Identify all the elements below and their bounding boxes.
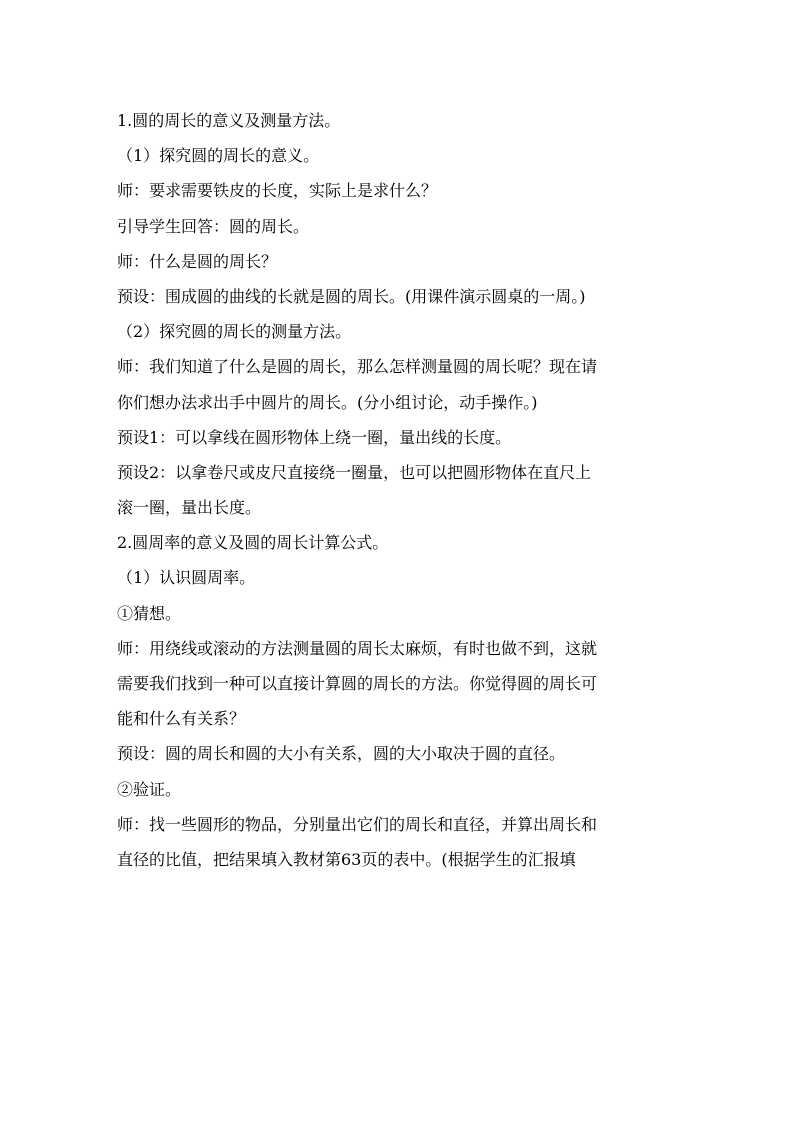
- step-heading: ①猜想。: [117, 603, 182, 623]
- paragraph-line: 预设：圆的周长和圆的大小有关系，圆的大小取决于圆的直径。: [117, 744, 566, 764]
- paragraph-line: 师：用绕线或滚动的方法测量圆的周长太麻烦，有时也做不到，这就: [117, 638, 598, 658]
- paragraph-line: 预设1：可以拿线在圆形物体上绕一圈，量出线的长度。: [117, 427, 512, 447]
- paragraph-line: 师：要求需要铁皮的长度，实际上是求什么？: [117, 181, 438, 201]
- paragraph-line: 滚一圈，量出长度。: [117, 498, 262, 518]
- paragraph-line: 师：我们知道了什么是圆的周长，那么怎样测量圆的周长呢？现在请: [117, 357, 598, 377]
- paragraph-line: 师：什么是圆的周长？: [117, 251, 278, 271]
- paragraph-line: 预设：围成圆的曲线的长就是圆的周长。(用课件演示圆桌的一周。): [117, 286, 586, 306]
- paragraph-line: 直径的比值，把结果填入教材第63页的表中。(根据学生的汇报填: [117, 849, 576, 869]
- subsection-heading-1-1: （1）探究圆的周长的意义。: [117, 146, 320, 166]
- paragraph-line: 需要我们找到一种可以直接计算圆的周长的方法。你觉得圆的周长可: [117, 674, 598, 693]
- paragraph-line: 引导学生回答：圆的周长。: [117, 216, 310, 236]
- subsection-heading-1-2: （2）探究圆的周长的测量方法。: [117, 322, 352, 342]
- paragraph-line: 能和什么有关系？: [117, 709, 246, 729]
- paragraph-line: 你们想办法求出手中圆片的周长。(分小组讨论，动手操作。): [117, 392, 538, 412]
- section-heading-1: 1.圆的周长的意义及测量方法。: [117, 111, 341, 130]
- paragraph-line: 师：找一些圆形的物品，分别量出它们的周长和直径，并算出周长和: [117, 814, 598, 834]
- step-heading: ②验证。: [117, 779, 182, 799]
- subsection-heading-2-1: （1）认识圆周率。: [117, 568, 256, 588]
- section-heading-2: 2.圆周率的意义及圆的周长计算公式。: [117, 533, 389, 553]
- document-body: [117, 103, 682, 877]
- paragraph-line: 预设2：以拿卷尺或皮尺直接绕一圈量，也可以把圆形物体在直尺上: [117, 462, 592, 482]
